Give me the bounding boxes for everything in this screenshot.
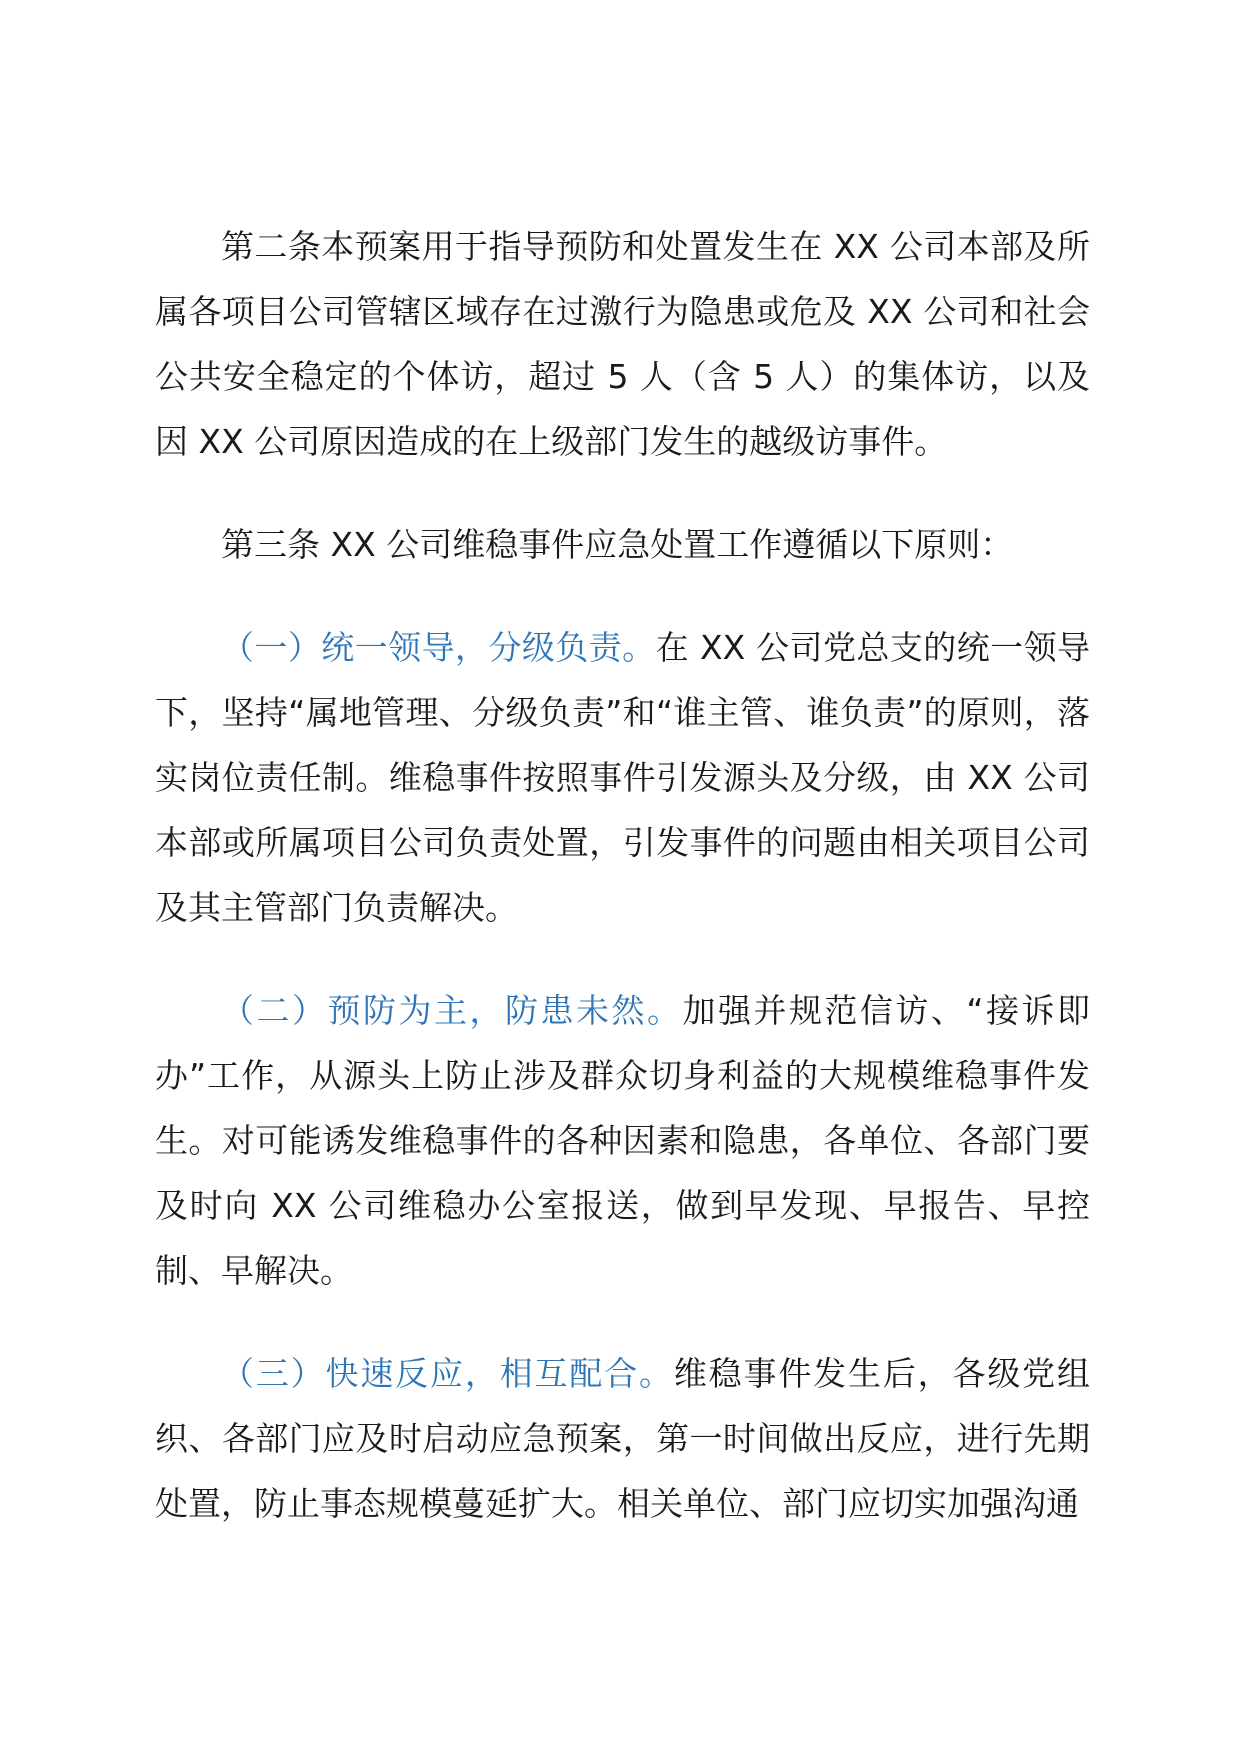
- paragraph-principle-2: [155, 978, 1090, 1303]
- paragraph-text: 在 XX 公司党总支的统一领导下，坚持“属地管理、分级负责”和“谁主管、谁负责”的原则，落实岗位责任制。维稳事件按照事件引发源头及分级，由 XX 公司本部或所属项目公司负责处置，引发事件的问题由相关项目公司及其主管部门负责解决。: [155, 628, 1091, 927]
- principle-heading: （一）统一领导，分级负责。: [221, 628, 656, 667]
- paragraph-text: 第二条本预案用于指导预防和处置发生在 XX 公司本部及所属各项目公司管辖区域存在过激行为隐患或危及 XX 公司和社会公共安全稳定的个体访，超过 5 人（含 5 人）的集体访，以及因 XX 公司原因造成的在上级部门发生的越级访事件。: [155, 227, 1090, 461]
- paragraph-article-3: [155, 512, 1090, 577]
- paragraph-principle-1: [155, 615, 1090, 940]
- document-body: [155, 214, 1090, 1536]
- paragraph-text: 第三条 XX 公司维稳事件应急处置工作遵循以下原则：: [221, 525, 1014, 564]
- principle-heading: （二）预防为主，防患未然。: [221, 991, 683, 1030]
- paragraph-article-2: [155, 214, 1090, 474]
- paragraph-text: 维稳事件发生后，各级党组织、各部门应及时启动应急预案，第一时间做出反应，进行先期处置，防止事态规模蔓延扩大。相关单位、部门应切实加强沟通: [155, 1354, 1091, 1523]
- paragraph-text: 加强并规范信访、“接诉即办”工作，从源头上防止涉及群众切身利益的大规模维稳事件发生。对可能诱发维稳事件的各种因素和隐患，各单位、各部门要及时向 XX 公司维稳办公室报送，做到早发现、早报告、早控制、早解决。: [155, 991, 1090, 1290]
- principle-heading: （三）快速反应，相互配合。: [221, 1354, 674, 1393]
- paragraph-principle-3: [155, 1341, 1090, 1536]
